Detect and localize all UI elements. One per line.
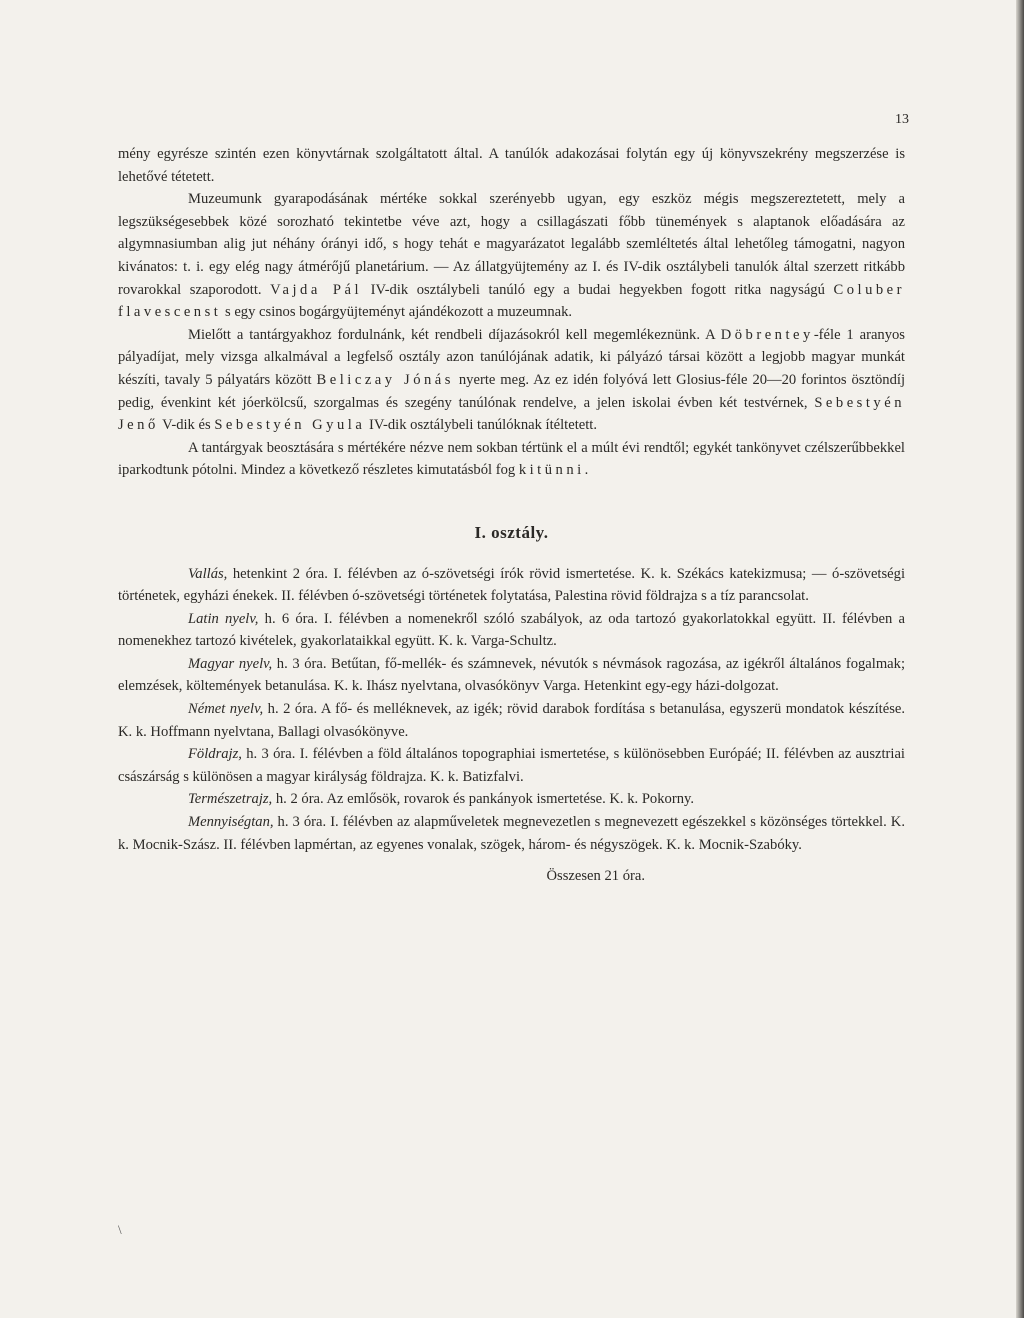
emphasized-word: kitünni. [518, 462, 592, 479]
paragraph-2-text: Muzeumunk gyarapodásának mértéke sokkal szerényebb ugyan, egy eszköz mégis megszereztetett, mely a legszükségesebbek közé sorozható tekintetbe véve azt, hogy a csillagászati főbb tünemények s alaptanok előadására az algymnasiumban alig jut néhány órányi idő, s hogy tehát e magyarázatot legalább szemléltetés által lehetőleg támogatni, nagyon kivánatos: t. i. egy elég nagy átmérőjű planetárium. — Az állatgyüjtemény az I. és IV-dik osztálybeli tanulók által szerzett ritkább rovarokkal szaporodott. [118, 191, 905, 298]
subject-name: Természetrajz, [188, 791, 273, 808]
person-name: Vajda Pál [270, 281, 363, 298]
subject-entry [118, 788, 905, 811]
paragraph-2-rest: IV-dik osztálybeli tanúló egy a budai hegyekben fogott ritka nagyságú [362, 281, 834, 298]
total-hours: Összesen 21 óra. [546, 868, 645, 885]
paragraph-4 [118, 437, 905, 482]
subject-name: Német nyelv, [188, 701, 264, 718]
subject-entry [118, 811, 905, 856]
subject-description: h. 3 óra. I. félévben az alapműveletek megnevezetlen s megnevezett egészekkel s közönséges törtekkel. K. k. Mocnik-Szász. II. félévben lapmértan, az egyenes vonalak, szögek, három- és négyszögek. K. k. Mocnik-Szabóky. [118, 814, 905, 853]
person-name: Sebestyén Gyula [214, 417, 366, 434]
person-name: Beliczay Jónás [316, 371, 454, 388]
subject-description: h. 2 óra. A fő- és melléknevek, az igék; rövid darabok fordítása s betanulása, egyszerü mondatok készítése. K. k. Hoffmann nyelvtana, Ballagi olvasókönyve. [118, 701, 906, 740]
paragraph-4-start: A tantárgyak beosztására s mértékére nézve nem sokban tértünk el a múlt évi rendtől; egykét tankönyvet czélszerűbbekkel iparkodtunk pótolni. Mindez a következő részletes kimutatásból fog [118, 439, 905, 479]
paragraph-3-mid1: -féle 1 aranyos pályadíjat, mely vizsga alkalmával a legfelső osztály azon tanúlójának adatik, ki pályázó társai között a legjobb magyar munkát készíti, tavaly 5 pályatárs között [118, 326, 905, 388]
subject-entry [118, 608, 905, 653]
subject-entry [118, 563, 905, 608]
stray-mark: \ [118, 1222, 122, 1237]
paragraph-3-mid2: nyerte meg. Az ez idén folyóvá lett Glosius-féle 20—20 forintos ösztöndíj pedig, évenkint két jóerkölcsű, szorgalmas és szegény tanúlónak rendelve, a jelen iskolai évben két testvérnek, [118, 371, 905, 411]
body-text [118, 143, 905, 888]
subject-name: Földrajz, [188, 746, 242, 763]
subject-description: h. 2 óra. Az emlősök, rovarok és pankányok ismertetése. K. k. Pokorny. [272, 791, 694, 808]
paragraph-3-start: Mielőtt a tantárgyakhoz fordulnánk, két rendbeli díjazásokról kell megemlékeznünk. A [188, 326, 721, 343]
paragraph-1: mény egyrésze szintén ezen könyvtárnak szolgáltatott által. A tanúlók adakozásai folytán egy új könyvszekrény megszerzése is lehetővé tétetett. [118, 146, 905, 185]
subject-name: Mennyiségtan, [188, 814, 274, 831]
subject-list [118, 563, 905, 857]
subject-description: hetenkint 2 óra. I. félévben az ó-szövetségi írók rövid ismertetése. K. k. Székács katekizmusa; — ó-szövetségi történetek, egyházi énekek. II. félévben ó-szövetségi történetek folytatása, Palestina rövid földrajza s a tíz parancsolat. [118, 565, 905, 605]
person-name: Sebestyén Jenő [118, 394, 905, 434]
subject-description: h. 3 óra. I. félévben a föld általános topographiai ismertetése, s különösebben Európáé; II. félévben az ausztriai császárság s különösen a magyar királyság földrajza. K. k. Batizfalvi. [118, 746, 905, 785]
paragraph-2-end: s egy csinos bogárgyüjteményt ajándékozott a muzeumnak. [221, 304, 573, 321]
subject-entry [118, 653, 905, 698]
page-number: 13 [895, 112, 909, 127]
subject-name: Vallás, [188, 565, 228, 582]
subject-description: h. 3 óra. Betűtan, fő-mellék- és számnevek, névutók s névmások ragozása, az igékről általános fogalmak; elemzések, költemények betanulása. K. k. Ihász nyelvtana, olvasókönyv Varga. Hetenkint egy-egy házi-dolgozat. [118, 655, 906, 695]
paragraph-3 [118, 324, 905, 437]
prize-name: Döbrentey [720, 326, 814, 343]
subject-entry [118, 743, 905, 788]
subject-name: Latin nyelv, [188, 610, 259, 627]
scan-edge [1016, 0, 1024, 1318]
species-name: Coluber flavescenst [118, 281, 906, 321]
subject-entry [118, 698, 905, 743]
section-heading: I. osztály. [474, 522, 549, 542]
paragraph-3-mid3: V-dik és [158, 417, 215, 434]
paragraph-2 [118, 188, 905, 324]
subject-name: Magyar nyelv, [188, 655, 273, 672]
paragraph-3-end: IV-dik osztálybeli tanúlóknak ítéltetett. [365, 417, 598, 434]
subject-description: h. 6 óra. I. félévben a nomenekről szóló szabályok, az oda tartozó gyakorlatokkal együtt. II. félévben a nomenekhez tartozó kivételek, gyakorlataikkal együtt. K. k. Varga-Schultz. [118, 610, 905, 650]
